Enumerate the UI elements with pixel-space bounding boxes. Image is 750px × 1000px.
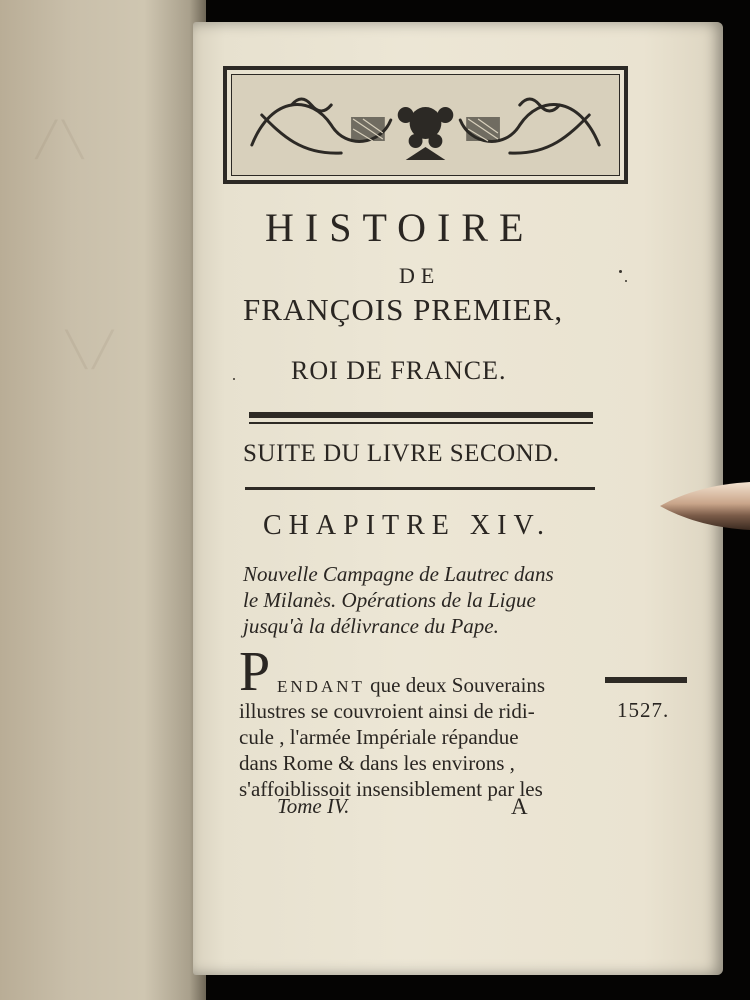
title-subject: FRANÇOIS PREMIER,	[243, 292, 564, 327]
bleed-through-mark: ╱╲	[30, 122, 83, 159]
chapter-summary-line: jusqu'à la délivrance du Pape.	[243, 614, 499, 638]
ink-speck	[233, 378, 235, 380]
body-line: illustres se couvroient ainsi de ridi-	[239, 699, 535, 723]
margin-rule	[605, 677, 687, 683]
footer-signature: A	[511, 794, 528, 819]
body-line: dans Rome & dans les environs ,	[239, 751, 515, 775]
bleed-through-mark: ╲╱	[60, 332, 113, 369]
double-rule	[249, 412, 593, 418]
margin-year: 1527.	[617, 698, 670, 722]
woodcut-headpiece	[223, 66, 628, 184]
drop-cap: P	[239, 641, 271, 703]
opening-smallcaps: ENDANT	[277, 677, 365, 696]
metal-pointer	[660, 478, 750, 534]
footer-tome: Tome IV.	[277, 794, 350, 818]
thin-rule	[245, 487, 595, 490]
left-page	[0, 0, 206, 1000]
title-de: DE	[399, 263, 441, 288]
chapter-summary-line: Nouvelle Campagne de Lautrec dans	[243, 562, 554, 586]
body-line	[277, 673, 545, 698]
chapter-summary-line: le Milanès. Opérations de la Ligue	[243, 588, 536, 612]
ink-speck	[625, 280, 627, 282]
suite-heading: SUITE DU LIVRE SECOND.	[243, 440, 560, 467]
body-line: s'affoiblissoit insensiblement par les	[239, 777, 543, 801]
body-line-text: que deux Souverains	[364, 673, 546, 697]
chapter-heading: CHAPITRE XIV.	[263, 510, 552, 541]
title-role: ROI DE FRANCE.	[291, 356, 507, 385]
title-page	[193, 22, 723, 975]
body-line: cule , l'armée Impériale répandue	[239, 725, 519, 749]
ink-speck	[619, 270, 622, 273]
ornament-graphic	[232, 75, 619, 175]
book-title: HISTOIRE	[265, 205, 535, 250]
